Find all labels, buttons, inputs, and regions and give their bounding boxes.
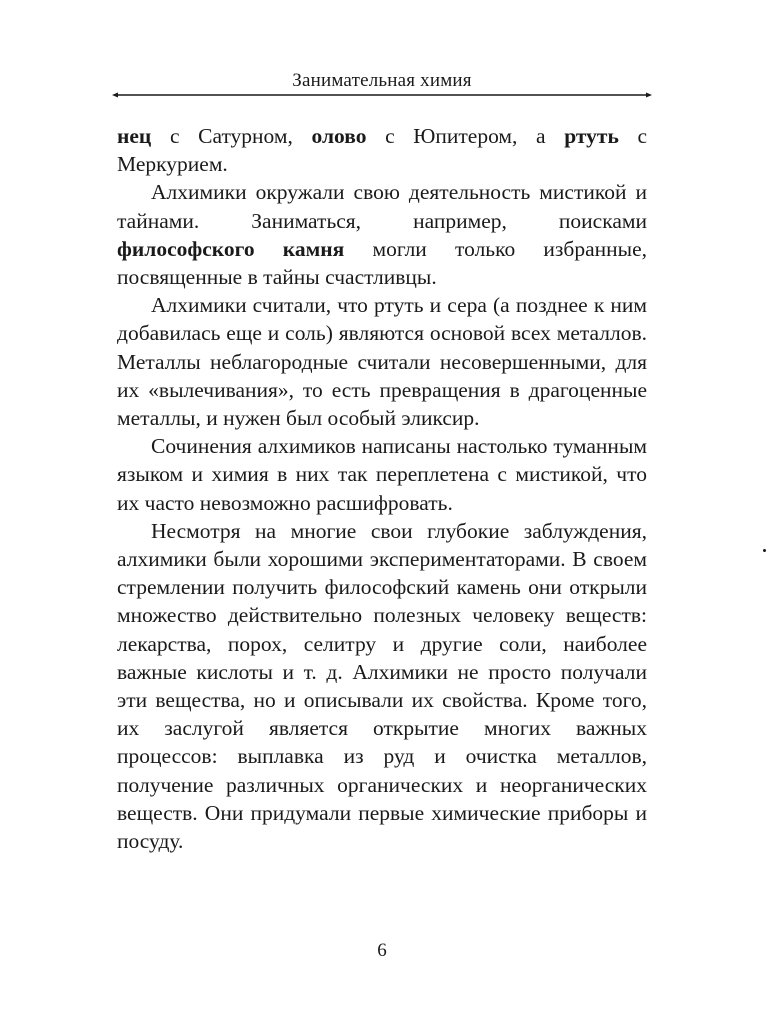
text-run: Алхимики считали, что ртуть и сера (а позднее к ним добавилась еще и соль) являются основой всех металлов. Металлы неблагородные считали несовершенными, для их «вылечивания», то есть превращения в драгоценные металлы, и нужен был особый эликсир. — [117, 293, 647, 431]
text-run: Сочинения алхимиков написаны настолько туманным языком и химия в них так переплетена с мистикой, что их часто невозможно расшифровать. — [117, 434, 647, 515]
paragraph — [117, 432, 647, 517]
paragraph — [117, 291, 647, 432]
paragraph — [117, 517, 647, 855]
body-text — [117, 122, 647, 855]
text-run: могли только избранные, посвященные в тайны счастливцы. — [117, 236, 647, 290]
paragraph — [117, 122, 647, 178]
margin-mark — [763, 549, 766, 552]
text-run: с Меркурием. — [117, 124, 647, 177]
bold-term: ртуть — [564, 124, 619, 148]
text-run: с Сатурном, — [151, 124, 312, 148]
bold-term: философского камня — [117, 236, 345, 261]
text-run: Алхимики окружали свою деятельность мистикой и тайнами. Заниматься, например, поисками — [117, 180, 647, 233]
bold-term: олово — [311, 124, 367, 148]
text-run: Несмотря на многие свои глубокие заблуждения, алхимики были хорошими экспериментаторами. В своем стремлении получить философский камень они открыли множество действительно полезных человеку веществ: лекарства, порох, селитру и другие соли, наиболее важные кислоты и т. д. Алхимики не просто получали эти вещества, но и описывали их свойства. Кроме того, их заслугой является открытие многих важных процессов: выплавка из руд и очистка металлов, получение различных органических и неорганических веществ. Они придумали первые химические приборы и посуду. — [117, 518, 647, 854]
bold-term: нец — [117, 124, 152, 148]
text-run: с Юпитером, а — [366, 124, 565, 148]
header-ornamental-rule — [112, 92, 652, 98]
page-number: 6 — [377, 940, 387, 961]
paragraph — [117, 178, 647, 291]
running-head-title: Занимательная химия — [292, 70, 472, 91]
